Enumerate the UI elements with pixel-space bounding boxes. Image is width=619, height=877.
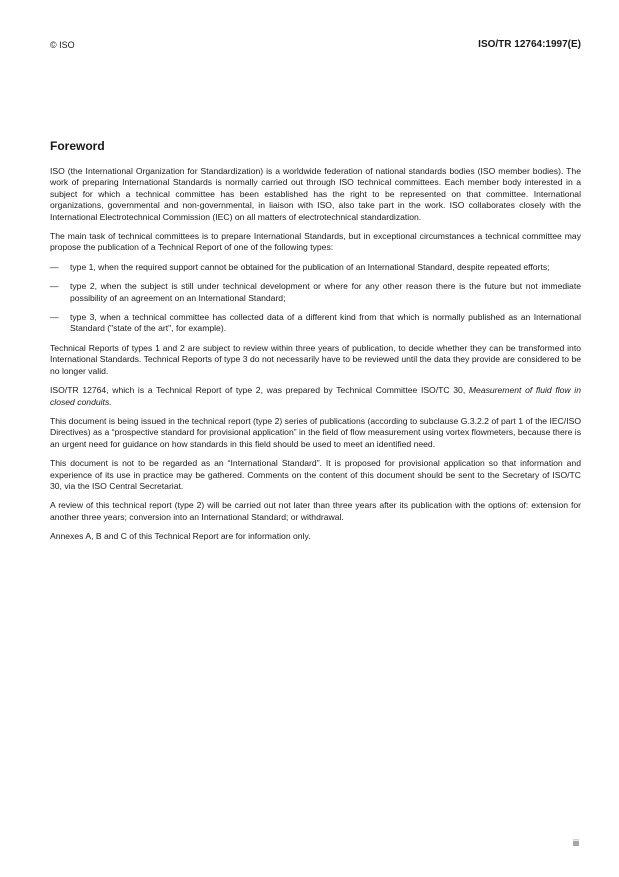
list-item-text: type 1, when the required support cannot be obtained for the publication of an International Standard, despite repeated efforts; (70, 261, 550, 272)
paragraph: This document is being issued in the technical report (type 2) series of publications (according to subclause G.3.2.2 of part 1 of the IEC/ISO Directives) as a “prospective standard for provisional application” in the field of flow measurement using vortex flowmeters, because there is an urgent need for guidance on how standards in this field should be used to meet an identified need. (50, 415, 581, 449)
header-copyright: © ISO (50, 40, 75, 50)
document-number: ISO/TR 12764:1997(E) (478, 39, 581, 50)
paragraph: The main task of technical committees is to prepare International Standards, but in exceptional circumstances a technical committee may propose the publication of a Technical Report of one of the following types: (50, 231, 581, 253)
list-item (50, 262, 581, 273)
paragraph: A review of this technical report (type 2) will be carried out not later than three years after its publication with the options of: extension for another three years; conversion into an International Standard; or withdrawal. (50, 500, 581, 522)
paragraph: Technical Reports of types 1 and 2 are subject to review within three years of publication, to decide whether they can be transformed into International Standards. Technical Reports of type 3 do not necessarily have to be reviewed until the data they provide are considered to be no longer valid. (50, 342, 581, 376)
paragraph-text: ISO/TR 12764, which is a Technical Report of type 2, was prepared by Technical Committee ISO/TC 30, (50, 385, 466, 396)
list-item (50, 281, 581, 304)
list-dash: — (50, 281, 59, 292)
list-dash: — (50, 261, 59, 272)
foreword-body (50, 166, 581, 551)
paragraph: ISO (the International Organization for Standardization) is a worldwide federation of national standards bodies (ISO member bodies). The work of preparing International Standards is normally carried out through ISO technical committees. Each member body interested in a subject for which a technical committee has been established has the right to be represented on that committee. International organizations, governmental and non-governmental, in liaison with ISO, also take part in the work. ISO collaborates closely with the International Electrotechnical Commission (IEC) on all matters of electrotechnical standardization. (50, 166, 581, 222)
list-item-text: type 2, when the subject is still under technical development or where for any other reason there is the future but not immediate possibility of an agreement on an International Standard; (70, 281, 581, 303)
list-dash: — (50, 312, 59, 323)
paragraph: This document is not to be regarded as an “International Standard”. It is proposed for provisional application so that information and experience of its use in practice may be gathered. Comments on the content of this document should be sent to the Secretary of ISO/TC 30, via the ISO Central Secretariat. (50, 458, 581, 491)
list-item (50, 312, 581, 335)
page-title: Foreword (50, 139, 105, 153)
list-item-text: type 3, when a technical committee has collected data of a different kind from that which is normally published as an International Standard ("state of the art", for example). (70, 312, 581, 334)
committee-title: Measurement of fluid flow in closed conduits. (50, 385, 581, 407)
page-number: iii (573, 838, 579, 848)
paragraph: Annexes A, B and C of this Technical Report are for information only. (50, 531, 311, 542)
paragraph (50, 385, 581, 408)
